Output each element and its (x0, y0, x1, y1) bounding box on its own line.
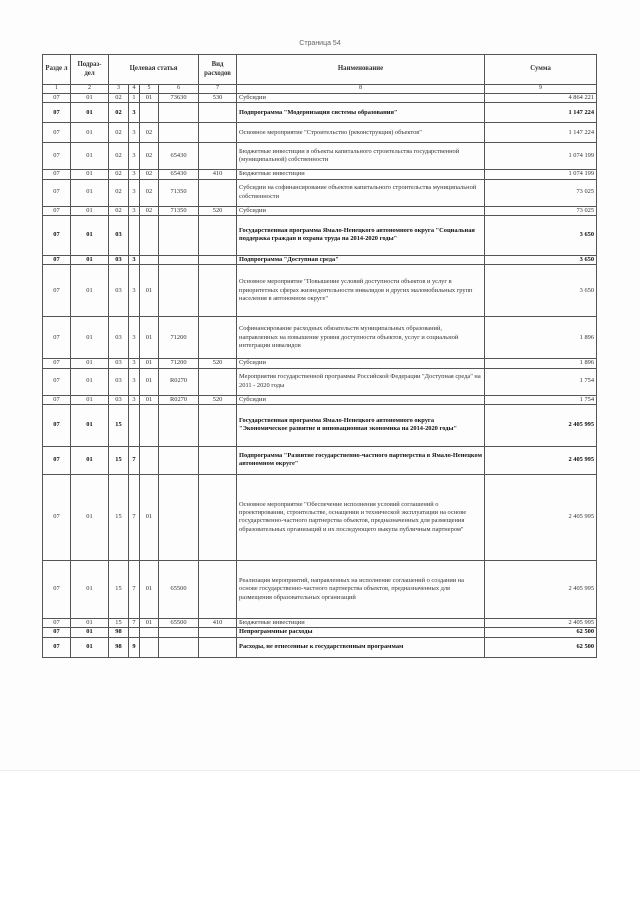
subprogram-code-cell: 7 (129, 474, 140, 560)
direction-code-cell: 71200 (159, 359, 199, 368)
podrazdel-cell: 01 (71, 103, 109, 123)
direction-code-cell: 71350 (159, 179, 199, 206)
col-number: 1 (43, 85, 71, 94)
subprogram-code-cell: 3 (129, 143, 140, 170)
expense-type-cell (199, 215, 237, 255)
direction-code-cell: 65430 (159, 170, 199, 179)
podrazdel-cell: 01 (71, 206, 109, 215)
podrazdel-cell: 01 (71, 359, 109, 368)
activity-code-cell (140, 446, 159, 474)
activity-code-cell (140, 103, 159, 123)
activity-code-cell: 02 (140, 179, 159, 206)
activity-code-cell (140, 404, 159, 446)
program-code-cell: 02 (109, 179, 129, 206)
sum-cell: 2 405 995 (485, 560, 597, 618)
sum-cell: 1 754 (485, 395, 597, 404)
expense-type-cell (199, 317, 237, 359)
col-number: 9 (485, 85, 597, 94)
expense-type-cell: 410 (199, 618, 237, 627)
sum-cell: 2 405 995 (485, 474, 597, 560)
direction-code-cell (159, 474, 199, 560)
razdel-cell: 07 (43, 446, 71, 474)
subprogram-code-cell: 3 (129, 123, 140, 143)
program-code-cell: 03 (109, 368, 129, 395)
col-number: 6 (159, 85, 199, 94)
podrazdel-cell: 01 (71, 560, 109, 618)
name-cell: Мероприятия государственной программы Российской Федерации "Доступная среда" на 2011 - 2020 годы (237, 368, 485, 395)
header-vid-rashodov: Вид расходов (199, 55, 237, 85)
podrazdel-cell: 01 (71, 215, 109, 255)
table-row (43, 560, 597, 618)
name-cell: Бюджетные инвестиции в объекты капитального строительства государственной (муниципальной) собственности (237, 143, 485, 170)
activity-code-cell: 01 (140, 474, 159, 560)
program-code-cell: 03 (109, 265, 129, 317)
direction-code-cell (159, 404, 199, 446)
table-row (43, 446, 597, 474)
sum-cell: 73 025 (485, 206, 597, 215)
podrazdel-cell: 01 (71, 446, 109, 474)
activity-code-cell: 02 (140, 123, 159, 143)
subprogram-code-cell (129, 404, 140, 446)
razdel-cell: 07 (43, 368, 71, 395)
razdel-cell: 07 (43, 170, 71, 179)
program-code-cell: 03 (109, 215, 129, 255)
razdel-cell: 07 (43, 317, 71, 359)
col-number: 4 (129, 85, 140, 94)
col-number: 5 (140, 85, 159, 94)
sum-cell: 1 754 (485, 368, 597, 395)
razdel-cell: 07 (43, 265, 71, 317)
direction-code-cell (159, 637, 199, 657)
activity-code-cell (140, 637, 159, 657)
name-cell: Бюджетные инвестиции (237, 170, 485, 179)
subprogram-code-cell (129, 628, 140, 637)
sum-cell: 4 864 221 (485, 94, 597, 103)
razdel-cell: 07 (43, 94, 71, 103)
subprogram-code-cell: 3 (129, 317, 140, 359)
podrazdel-cell: 01 (71, 368, 109, 395)
expense-type-cell (199, 255, 237, 264)
subprogram-code-cell: 7 (129, 446, 140, 474)
sum-cell: 1 074 199 (485, 143, 597, 170)
table-row (43, 215, 597, 255)
podrazdel-cell: 01 (71, 265, 109, 317)
direction-code-cell (159, 123, 199, 143)
subprogram-code-cell: 1 (129, 94, 140, 103)
expense-type-cell (199, 103, 237, 123)
activity-code-cell (140, 628, 159, 637)
direction-code-cell (159, 103, 199, 123)
activity-code-cell: 02 (140, 143, 159, 170)
name-cell: Субсидии на софинансирование объектов капитального строительства муниципальной собственности (237, 179, 485, 206)
table-row (43, 123, 597, 143)
program-code-cell: 15 (109, 474, 129, 560)
activity-code-cell: 01 (140, 94, 159, 103)
name-cell: Государственная программа Ямало-Ненецкого автономного округа "Социальная поддержка граждан и охрана труда на 2014-2020 годы" (237, 215, 485, 255)
podrazdel-cell: 01 (71, 637, 109, 657)
activity-code-cell (140, 215, 159, 255)
header-razdel: Разде л (43, 55, 71, 85)
subprogram-code-cell: 3 (129, 265, 140, 317)
name-cell: Основное мероприятие "Строительство (реконструкция) объектов" (237, 123, 485, 143)
podrazdel-cell: 01 (71, 395, 109, 404)
podrazdel-cell: 01 (71, 628, 109, 637)
activity-code-cell: 01 (140, 395, 159, 404)
program-code-cell: 15 (109, 404, 129, 446)
name-cell: Бюджетные инвестиции (237, 618, 485, 627)
subprogram-code-cell: 3 (129, 103, 140, 123)
table-row (43, 618, 597, 627)
podrazdel-cell: 01 (71, 123, 109, 143)
col-number: 8 (237, 85, 485, 94)
program-code-cell: 02 (109, 103, 129, 123)
table-row (43, 368, 597, 395)
table-row (43, 255, 597, 264)
name-cell: Основное мероприятие "Повышение условий доступности объектов и услуг в приоритетных сферах жизнедеятельности инвалидов и других маломобильных групп населения в автономном округе" (237, 265, 485, 317)
activity-code-cell (140, 255, 159, 264)
expense-type-cell: 410 (199, 170, 237, 179)
program-code-cell: 98 (109, 628, 129, 637)
sum-cell: 3 650 (485, 255, 597, 264)
expense-type-cell: 520 (199, 206, 237, 215)
table-row (43, 143, 597, 170)
expense-type-cell (199, 265, 237, 317)
program-code-cell: 02 (109, 94, 129, 103)
activity-code-cell: 01 (140, 368, 159, 395)
podrazdel-cell: 01 (71, 255, 109, 264)
name-cell: Подпрограмма "Развитие государственно-частного партнерства в Ямало-Ненецком автономном округе" (237, 446, 485, 474)
table-row (43, 628, 597, 637)
podrazdel-cell: 01 (71, 143, 109, 170)
direction-code-cell (159, 446, 199, 474)
activity-code-cell: 02 (140, 206, 159, 215)
sum-cell: 1 896 (485, 317, 597, 359)
program-code-cell: 02 (109, 206, 129, 215)
subprogram-code-cell: 3 (129, 179, 140, 206)
header-podrazdel: Подраз- дел (71, 55, 109, 85)
table-row (43, 637, 597, 657)
program-code-cell: 02 (109, 123, 129, 143)
direction-code-cell: 73630 (159, 94, 199, 103)
table-body (43, 94, 597, 658)
direction-code-cell: R0270 (159, 395, 199, 404)
expense-type-cell (199, 179, 237, 206)
sum-cell: 1 147 224 (485, 103, 597, 123)
table-row (43, 265, 597, 317)
program-code-cell: 98 (109, 637, 129, 657)
direction-code-cell: 71200 (159, 317, 199, 359)
name-cell: Государственная программа Ямало-Ненецкого автономного округа "Экономическое развитие и инновационная экономика на 2014-2020 годы" (237, 404, 485, 446)
sum-cell: 2 405 995 (485, 446, 597, 474)
table-row (43, 404, 597, 446)
razdel-cell: 07 (43, 143, 71, 170)
razdel-cell: 07 (43, 404, 71, 446)
sum-cell: 2 405 995 (485, 404, 597, 446)
col-number: 3 (109, 85, 129, 94)
podrazdel-cell: 01 (71, 317, 109, 359)
name-cell: Подпрограмма "Доступная среда" (237, 255, 485, 264)
expense-type-cell (199, 628, 237, 637)
activity-code-cell: 02 (140, 170, 159, 179)
expense-type-cell (199, 123, 237, 143)
sum-cell: 3 650 (485, 265, 597, 317)
sum-cell: 2 405 995 (485, 618, 597, 627)
podrazdel-cell: 01 (71, 94, 109, 103)
direction-code-cell: 71350 (159, 206, 199, 215)
razdel-cell: 07 (43, 395, 71, 404)
razdel-cell: 07 (43, 474, 71, 560)
subprogram-code-cell: 9 (129, 637, 140, 657)
subprogram-code-cell: 3 (129, 395, 140, 404)
sum-cell: 3 650 (485, 215, 597, 255)
activity-code-cell: 01 (140, 265, 159, 317)
expense-type-cell: 520 (199, 359, 237, 368)
table-row (43, 359, 597, 368)
name-cell: Основное мероприятие "Обеспечение исполнения условий соглашений о проектировании, строительстве, оснащении и технической эксплуатации на основе государственно-частного партнерства объектов, предназначенных для размещения образовательных организаций и их последующего выкупа публичным партнером" (237, 474, 485, 560)
subprogram-code-cell: 3 (129, 170, 140, 179)
name-cell: Реализация мероприятий, направленных на исполнение соглашений о создании на основе государственно-частного партнерства объектов, предназначенных для размещения образовательных организаций (237, 560, 485, 618)
sum-cell: 62 500 (485, 628, 597, 637)
header-summa: Сумма (485, 55, 597, 85)
expense-type-cell (199, 560, 237, 618)
sum-cell: 1 896 (485, 359, 597, 368)
direction-code-cell (159, 215, 199, 255)
subprogram-code-cell: 3 (129, 359, 140, 368)
table-row (43, 103, 597, 123)
activity-code-cell: 01 (140, 618, 159, 627)
expense-type-cell (199, 446, 237, 474)
page-number-label: Страница 54 (299, 40, 341, 47)
subprogram-code-cell: 7 (129, 560, 140, 618)
expense-type-cell (199, 404, 237, 446)
direction-code-cell (159, 628, 199, 637)
program-code-cell: 03 (109, 317, 129, 359)
name-cell: Непрограммные расходы (237, 628, 485, 637)
activity-code-cell: 01 (140, 560, 159, 618)
expense-type-cell: 530 (199, 94, 237, 103)
podrazdel-cell: 01 (71, 618, 109, 627)
table-row (43, 179, 597, 206)
column-number-row (43, 85, 597, 94)
table-row (43, 170, 597, 179)
expense-type-cell (199, 474, 237, 560)
header-celevaya-statya: Целевая статья (109, 55, 199, 85)
table-row (43, 474, 597, 560)
name-cell: Субсидии (237, 206, 485, 215)
program-code-cell: 02 (109, 143, 129, 170)
page-edge (0, 770, 640, 771)
sum-cell: 73 025 (485, 179, 597, 206)
program-code-cell: 03 (109, 395, 129, 404)
name-cell: Субсидии (237, 359, 485, 368)
name-cell: Расходы, не отнесенные к государственным программам (237, 637, 485, 657)
activity-code-cell: 01 (140, 317, 159, 359)
direction-code-cell: 65430 (159, 143, 199, 170)
podrazdel-cell: 01 (71, 179, 109, 206)
program-code-cell: 15 (109, 618, 129, 627)
razdel-cell: 07 (43, 215, 71, 255)
name-cell: Субсидии (237, 94, 485, 103)
col-number: 2 (71, 85, 109, 94)
program-code-cell: 03 (109, 359, 129, 368)
podrazdel-cell: 01 (71, 404, 109, 446)
expense-type-cell (199, 637, 237, 657)
program-code-cell: 03 (109, 255, 129, 264)
razdel-cell: 07 (43, 560, 71, 618)
expense-type-cell: 520 (199, 395, 237, 404)
name-cell: Подпрограмма "Модернизация системы образования" (237, 103, 485, 123)
razdel-cell: 07 (43, 628, 71, 637)
razdel-cell: 07 (43, 123, 71, 143)
direction-code-cell (159, 265, 199, 317)
direction-code-cell: 65500 (159, 618, 199, 627)
subprogram-code-cell: 3 (129, 368, 140, 395)
subprogram-code-cell (129, 215, 140, 255)
program-code-cell: 02 (109, 170, 129, 179)
razdel-cell: 07 (43, 179, 71, 206)
razdel-cell: 07 (43, 103, 71, 123)
table-row (43, 206, 597, 215)
header-row (43, 55, 597, 85)
razdel-cell: 07 (43, 359, 71, 368)
direction-code-cell (159, 255, 199, 264)
razdel-cell: 07 (43, 618, 71, 627)
program-code-cell: 15 (109, 446, 129, 474)
sum-cell: 62 500 (485, 637, 597, 657)
razdel-cell: 07 (43, 255, 71, 264)
table-row (43, 317, 597, 359)
budget-table (42, 54, 597, 658)
sum-cell: 1 074 199 (485, 170, 597, 179)
subprogram-code-cell: 7 (129, 618, 140, 627)
col-number: 7 (199, 85, 237, 94)
direction-code-cell: 65500 (159, 560, 199, 618)
direction-code-cell: R0270 (159, 368, 199, 395)
razdel-cell: 07 (43, 637, 71, 657)
table-row (43, 395, 597, 404)
subprogram-code-cell: 3 (129, 206, 140, 215)
table-row (43, 94, 597, 103)
podrazdel-cell: 01 (71, 474, 109, 560)
podrazdel-cell: 01 (71, 170, 109, 179)
program-code-cell: 15 (109, 560, 129, 618)
activity-code-cell: 01 (140, 359, 159, 368)
expense-type-cell (199, 368, 237, 395)
name-cell: Субсидии (237, 395, 485, 404)
name-cell: Софинансирование расходных обязательств муниципальных образований, направленных на повышение уровня доступности объектов, услуг и социальной интеграции инвалидов (237, 317, 485, 359)
header-naimenovanie: Наименование (237, 55, 485, 85)
expense-type-cell (199, 143, 237, 170)
sum-cell: 1 147 224 (485, 123, 597, 143)
subprogram-code-cell: 3 (129, 255, 140, 264)
razdel-cell: 07 (43, 206, 71, 215)
